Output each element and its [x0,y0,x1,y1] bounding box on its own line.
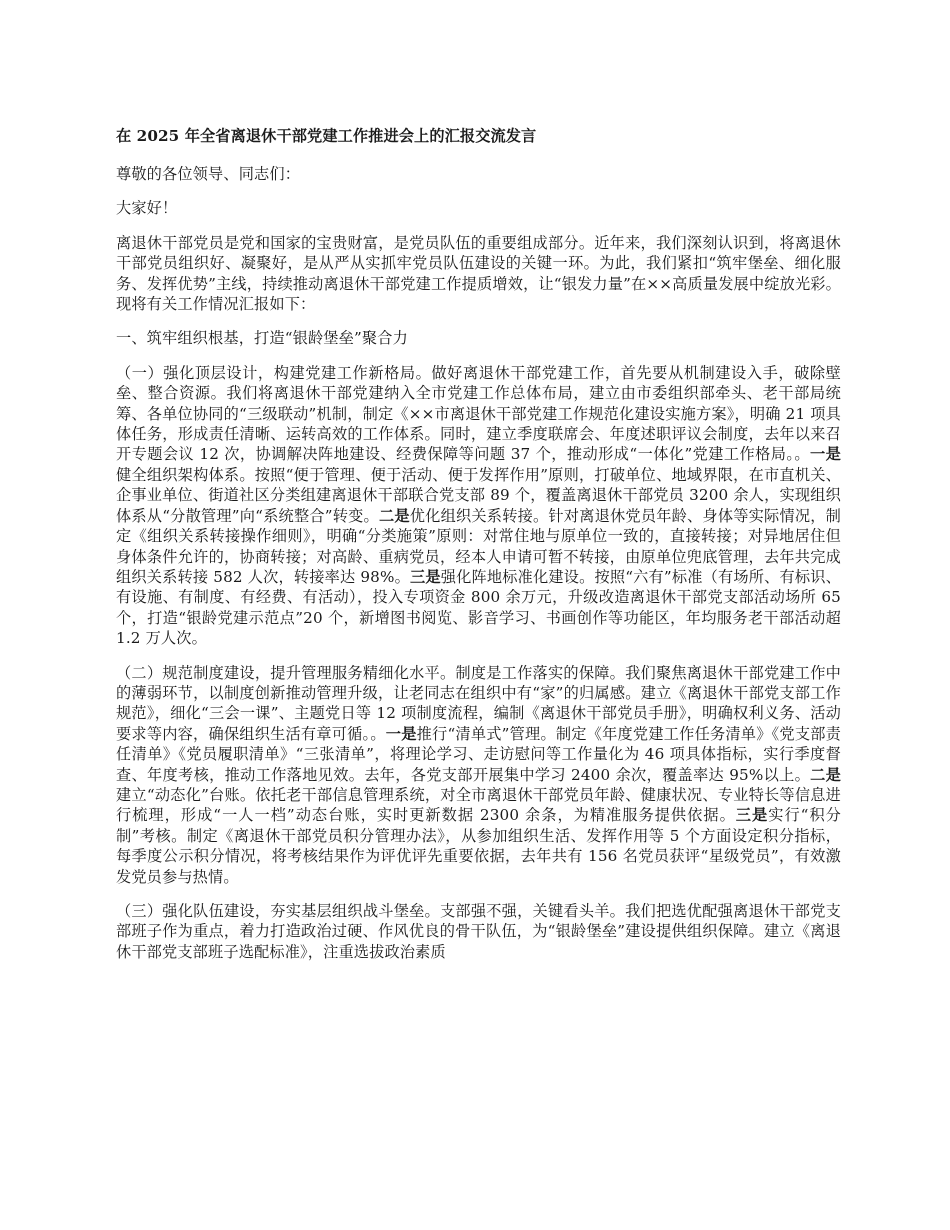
paragraph-1-text-a: （一）强化顶层设计，构建党建工作新格局。做好离退休干部党建工作，首先要从机制建设入手，破除壁垒、整合资源。我们将离退休干部党建纳入全市党建工作总体布局，建立由市委组织部牵头、老干部局统筹、各单位协同的“三级联动”机制，制定《××市离退休干部党建工作规范化建设实施方案》，明确 21 项具体任务，形成责任清晰、运转高效的工作体系。同时，建立季度联席会、年度述职评议会制度，去年以来召开专题会议 12 次，协调解决阵地建设、经费保障等问题 37 个，推动形成“一体化”党建工作格局。。 [116,363,841,464]
paragraph-1-text-b: 健全组织架构体系。按照“便于管理、便于活动、便于发挥作用”原则，打破单位、地域界限，在市直机关、企事业单位、街道社区分类组建离退休干部联合党支部 89 个，覆盖离退休干部党员 3200 余人，实现组织体系从“分散管理”向“系统整合”转变。 [116,465,841,525]
paragraph-1-bold-1: 一是 [810,445,841,464]
paragraph-2 [116,663,841,887]
document-page [116,126,841,976]
section-heading-1: 一、筑牢组织根基，打造“银龄堡垒”聚合力 [116,329,408,348]
paragraph-1-bold-3: 三是 [409,567,441,586]
paragraph-3 [116,901,841,962]
paragraph-2-bold-2: 二是 [810,765,841,784]
salutation: 尊敬的各位领导、同志们： [116,165,301,183]
paragraph-2-text-b: 推行“清单式”管理。制定《年度党建工作任务清单》《党支部责任清单》《党员履职清单》“三张清单”，将理论学习、走访慰问等工作量化为 46 项具体指标，实行季度督查、年度考核，推动工作落地见效。去年，各党支部开展集中学习 2400 余次，覆盖率达 95%以上。 [116,724,841,784]
paragraph-1-bold-2: 二是 [378,506,410,525]
paragraph-2-bold-1: 一是 [385,724,417,743]
paragraph-2-text-a: （二）规范制度建设，提升管理服务精细化水平。制度是工作落实的保障。我们聚焦离退休干部党建工作中的薄弱环节，以制度创新推动管理升级，让老同志在组织中有“家”的归属感。建立《离退休干部党支部工作规范》，细化“三会一课”、主题党日等 12 项制度流程，编制《离退休干部党员手册》，明确权利义务、活动要求等内容，确保组织生活有章可循。。 [116,663,841,743]
document-title: 在 2025 年全省离退休干部党建工作推进会上的汇报交流发言 [116,127,537,145]
intro-paragraph: 离退休干部党员是党和国家的宝贵财富，是党员队伍的重要组成部分。近年来，我们深刻认识到，将离退休干部党员组织好、凝聚好，是从严从实抓牢党员队伍建设的关键一环。为此，我们紧扣“筑牢堡垒、细化服务、发挥优势”主线，持续推动离退休干部党建工作提质增效，让“银发力量”在××高质量发展中绽放光彩。现将有关工作情况汇报如下： [116,233,841,314]
greeting: 大家好！ [116,199,178,218]
paragraph-3-text-a: （三）强化队伍建设，夯实基层组织战斗堡垒。支部强不强，关键看头羊。我们把选优配强离退休干部党支部班子作为重点，着力打造政治过硬、作风优良的骨干队伍，为“银龄堡垒”建设提供组织保障。建立《离退休干部党支部班子选配标准》，注重选拔政治素质 [116,902,841,961]
paragraph-1 [116,363,841,649]
paragraph-1-text-c: 优化组织关系转接。针对离退休党员年龄、身体等实际情况，制定《组织关系转接操作细则》，明确“分类施策”原则：对常住地与原单位一致的，直接转接；对异地居住但身体条件允许的，协商转接；对高龄、重病党员，经本人申请可暂不转接，由原单位兜底管理，去年共完成组织关系转接 582 人次，转接率达 98%。 [116,506,841,586]
paragraph-2-text-d: 实行“积分制”考核。制定《离退休干部党员积分管理办法》，从参加组织生活、发挥作用等 5 个方面设定积分指标，每季度公示积分情况，将考核结果作为评优评先重要依据，去年共有 156 名党员获评“星级党员”，有效激发党员参与热情。 [116,806,842,886]
paragraph-1-text-d: 强化阵地标准化建设。按照“六有”标准（有场所、有标识、有设施、有制度、有经费、有活动），投入专项资金 800 余万元，升级改造离退休干部党支部活动场所 65 个，打造“银龄党建示范点”20 个，新增图书阅览、影音学习、书画创作等功能区，年均服务老干部活动超 1.2 万人次。 [116,567,841,648]
paragraph-2-bold-3: 三是 [735,806,769,825]
paragraph-2-text-c: 建立“动态化”台账。依托老干部信息管理系统，对全市离退休干部党员年龄、健康状况、专业特长等信息进行梳理，形成“一人一档”动态台账，实时更新数据 2300 余条，为精准服务提供依据。 [116,785,841,825]
